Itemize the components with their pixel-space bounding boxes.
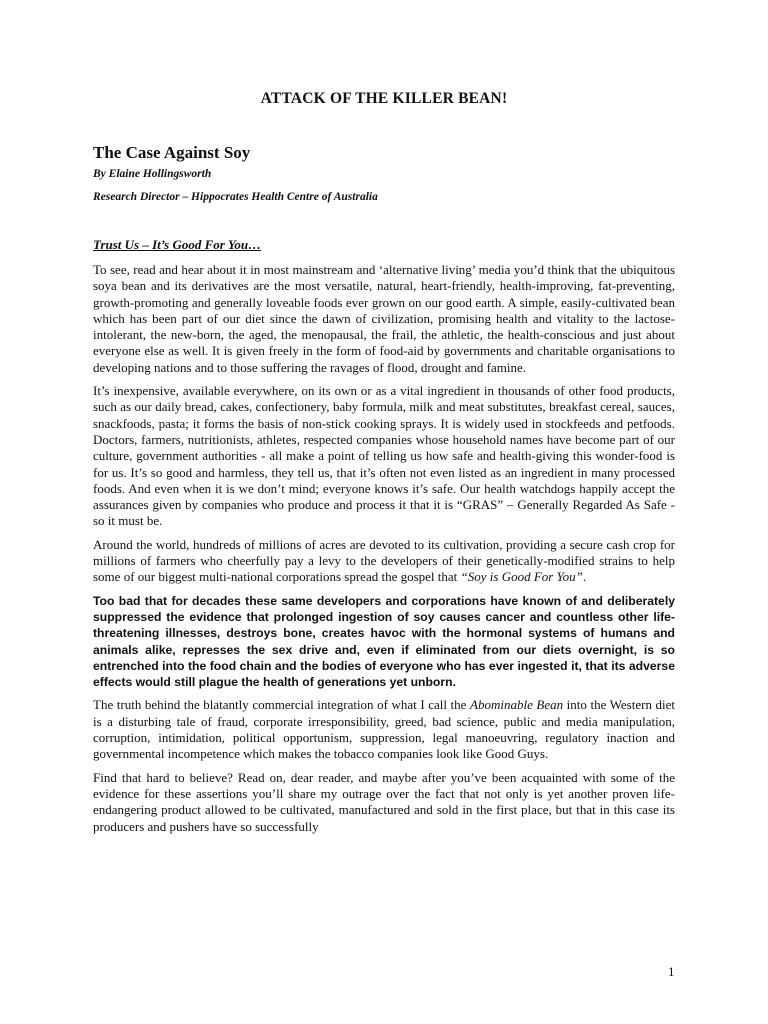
page-number: 1 [668,964,675,979]
paragraph-4-bold: Too bad that for decades these same developers and corporations have known of and deliberately suppressed the evidence that prolonged ingestion of soy causes cancer and countless other life-threatening illnesses, destroys bone, creates havoc with the hormonal systems of humans and animals alike, represses the sex drive and, even if eliminated from our diets overnight, is so entrenched into the food chain and the bodies of everyone who has ever ingested it, that its adverse effects would still plague the health of generations yet unborn. [93,593,675,690]
document-subtitle: The Case Against Soy [93,143,251,162]
paragraph-1: To see, read and hear about it in most mainstream and ‘alternative living’ media you’d think that the ubiquitous soya bean and its derivatives are the most versatile, natural, heart-friendly, health-improving, fat-preventing, growth-promoting and generally loveable foods ever grown on our good earth. A simple, easily-cultivated bean which has been part of our diet since the dawn of civilization, promising health and vitality to the lactose-intolerant, the new-born, the aged, the menopausal, the frail, the athletic, the health-conscious and just about everyone else as well. It is given freely in the form of food-aid by governments and charitable organisations to developing nations and to those suffering the ravages of flood, drought and famine. [93,262,675,375]
paragraph-3-end: . [582,569,587,585]
author-role: Research Director – Hippocrates Health Centre of Australia [93,191,378,203]
paragraph-5-start: The truth behind the blatantly commercial integration of what I call the [93,697,471,713]
section-heading: Trust Us – It’s Good For You… [93,237,262,252]
paragraph-3 [93,537,675,586]
paragraph-6: Find that hard to believe? Read on, dear reader, and maybe after you’ve been acquainted with some of the evidence for these assertions you’ll share my outrage over the fact that not only is yet another proven life-endangering product allowed to be cultivated, manufactured and sold in the first place, but that in this case its producers and pushers have so successfully [93,769,675,834]
author-byline: By Elaine Hollingsworth [93,168,212,180]
paragraph-2: It’s inexpensive, available everywhere, on its own or as a vital ingredient in thousands of other food products, such as our daily bread, cakes, confectionery, baby formula, milk and meat substitutes, breakfast cereal, sauces, snackfoods, pasta; it forms the basis of non-stick cooking sprays. It is widely used in stockfeeds and petfoods. Doctors, farmers, nutritionists, athletes, respected companies whose household names have become part of our culture, government authorities - all make a point of telling us how safe and health-giving this wonder-food is for us. It’s so good and harmless, they tell us, that it’s often not even listed as an ingredient in many processed foods. And even when it is we don’t mind; everyone knows it’s safe. Our health watchdogs happily accept the assurances given by companies who produce and process it that it is “GRAS” – Generally Regarded As Safe - so it must be. [93,383,675,529]
paragraph-5-emphasis: Abominable Bean [470,697,564,713]
document-title: ATTACK OF THE KILLER BEAN! [260,90,508,107]
paragraph-5 [93,697,675,762]
paragraph-3-quote: “Soy is Good For You” [460,569,583,585]
paragraph-5-rest: into the Western diet is a disturbing tale of fraud, corporate irresponsibility, greed, bad science, public and media manipulation, corruption, intimidation, political opportunism, suppression, legal manoeuvring, regulatory inaction and governmental incompetence which makes the tobacco companies look like Good Guys. [93,697,676,762]
paragraph-3-text: Around the world, hundreds of millions of acres are devoted to its cultivation, providing a secure cash crop for millions of farmers who cheerfully pay a levy to the developers of their genetically-modified strains to help some of our biggest multi-national corporations spread the gospel that [93,536,675,585]
article-body [93,262,675,842]
